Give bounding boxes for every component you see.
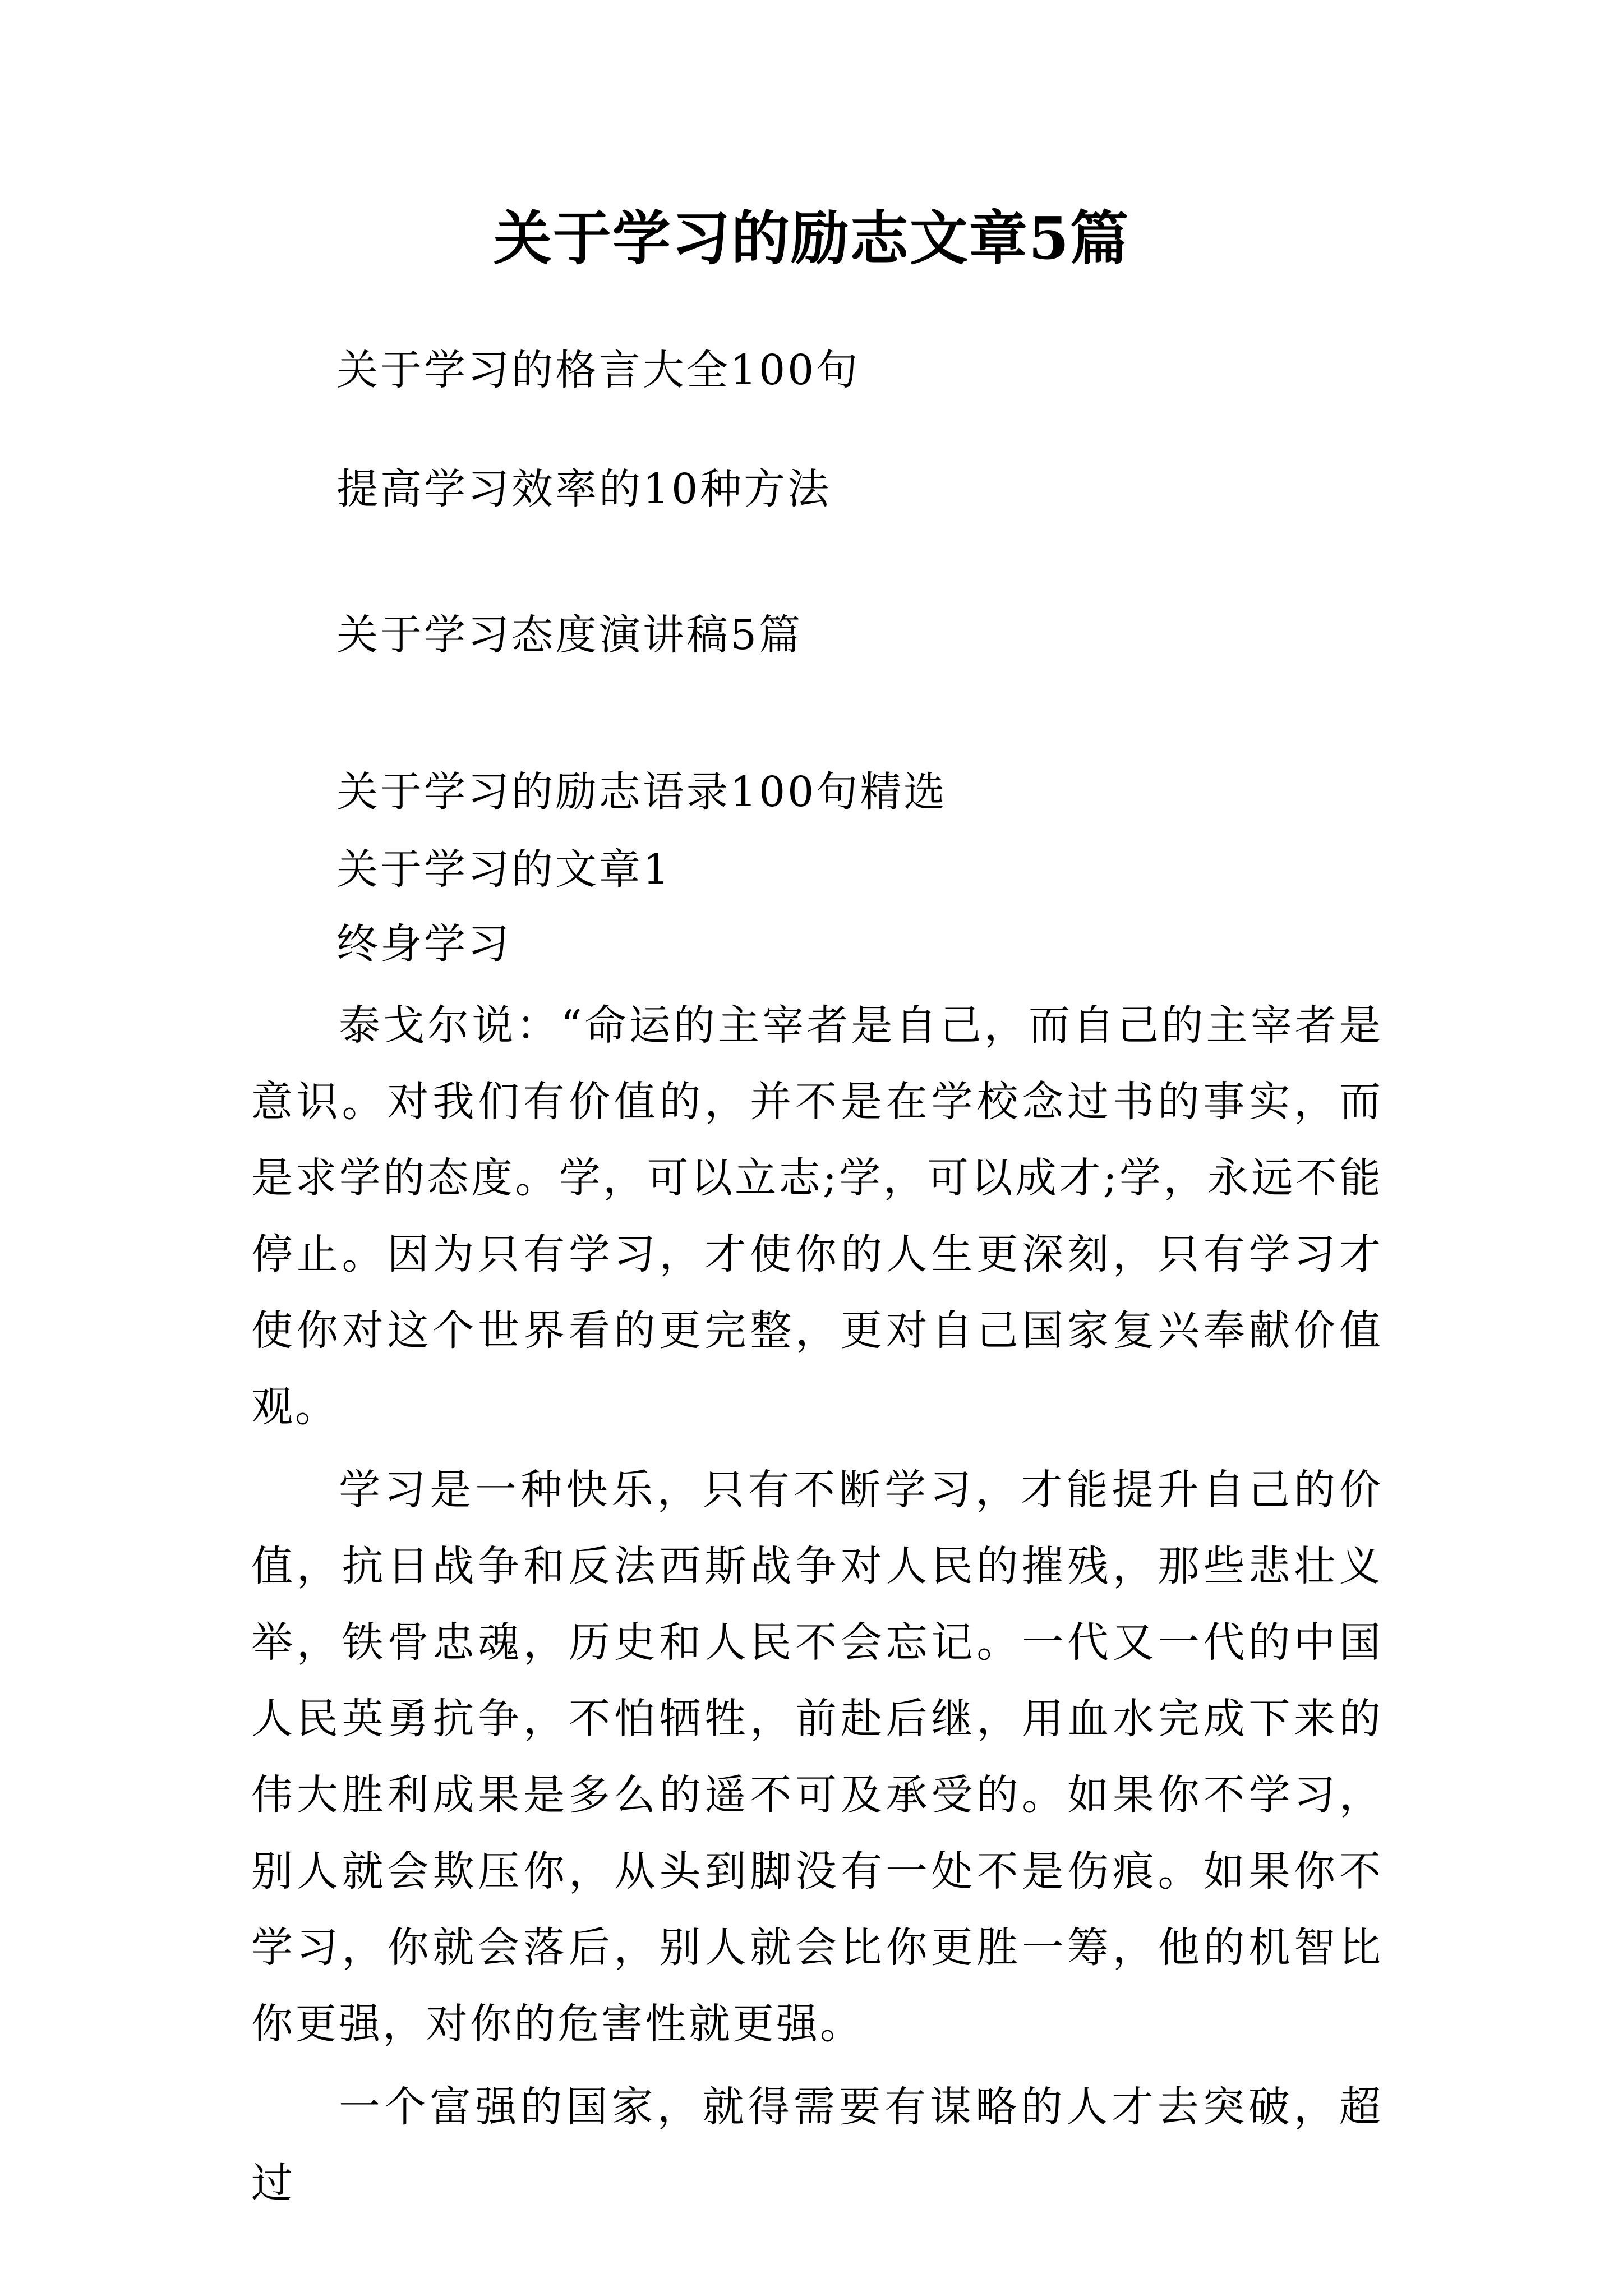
related-link-maxims[interactable]: 关于学习的格言大全100句 (336, 346, 860, 394)
article-body (251, 987, 1383, 2228)
paragraph: 一个富强的国家，就得需要有谋略的人才去突破，超过 (251, 2083, 1383, 2207)
related-link-speech[interactable]: 关于学习态度演讲稿5篇 (336, 611, 803, 659)
paragraph: 泰戈尔说：“命运的主宰者是自己，而自己的主宰者是意识。对我们有价值的，并不是在学校念过书的事实，而是求学的态度。学，可以立志;学，可以成才;学，永远不能停止。因为只有学习，才使你的人生更深刻，只有学习才使你对这个世界看的更完整，更对自己国家复兴奉献价值观。 (251, 1001, 1383, 1431)
section-heading: 关于学习的文章1 (336, 845, 672, 894)
paragraph: 学习是一种快乐，只有不断学习，才能提升自己的价值，抗日战争和反法西斯战争对人民的摧残，那些悲壮义举，铁骨忠魂，历史和人民不会忘记。一代又一代的中国人民英勇抗争，不怕牺牲，前赴后继，用血水完成下来的伟大胜利成果是多么的遥不可及承受的。如果你不学习，别人就会欺压你，从头到脚没有一处不是伤痕。如果你不学习，你就会落后，别人就会比你更胜一筹，他的机智比你更强，对你的危害性就更强。 (251, 1466, 1383, 2048)
related-link-methods[interactable]: 提高学习效率的10种方法 (336, 465, 832, 513)
related-link-quotes[interactable]: 关于学习的励志语录100句精选 (336, 768, 948, 816)
article-title: 终身学习 (336, 920, 511, 968)
document-title: 关于学习的励志文章5篇 (493, 204, 1130, 273)
